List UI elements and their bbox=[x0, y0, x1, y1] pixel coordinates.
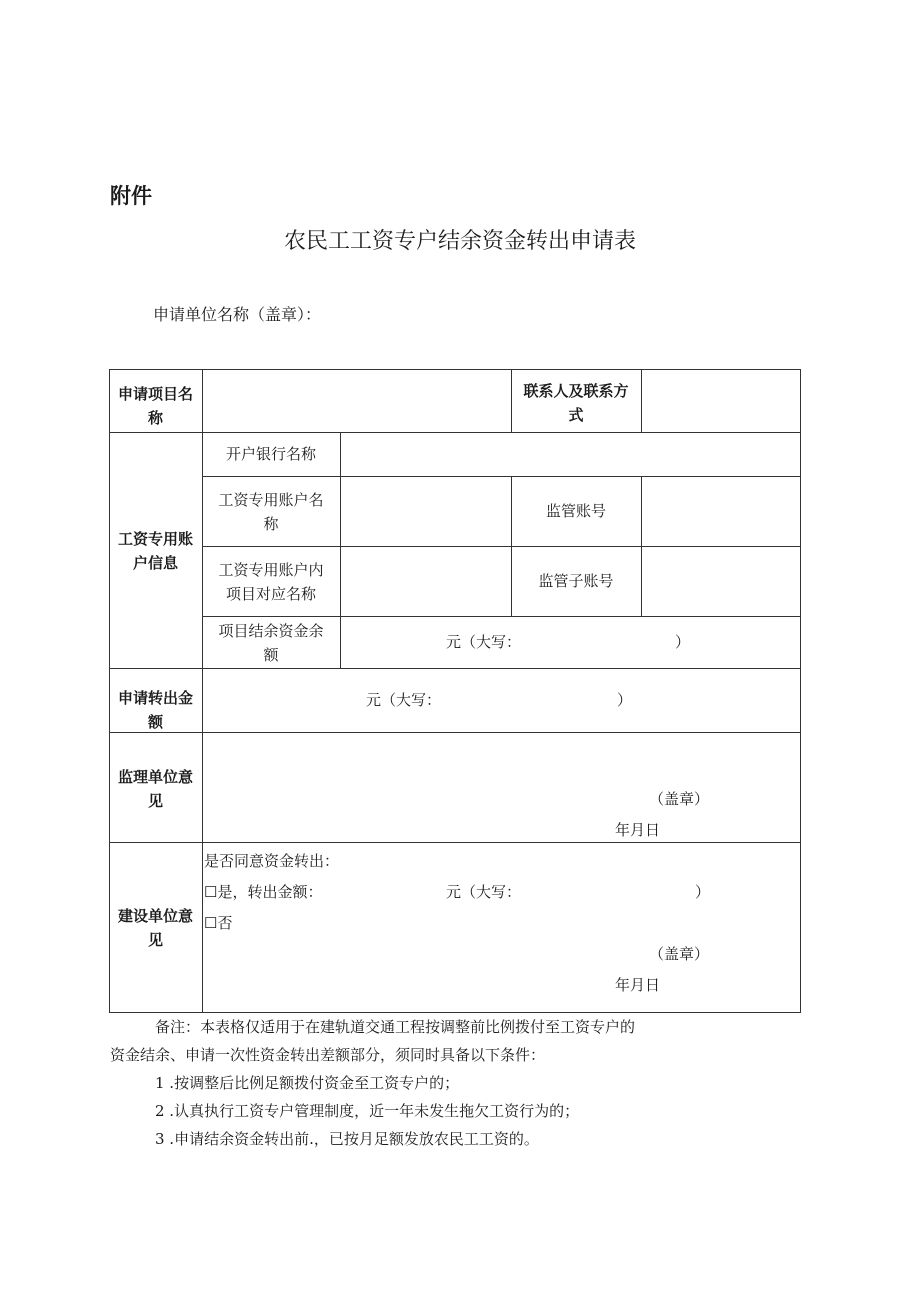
applicant-unit-label: 申请单位名称（盖章）： bbox=[153, 305, 322, 324]
balance-yuan-text: 元（大写： bbox=[446, 633, 522, 651]
column-divider bbox=[511, 476, 512, 616]
supervisor-opinion-label: 监理单位意 见 bbox=[117, 768, 193, 810]
remark-line: 3 .申请结余资金转出前.，已按月足额发放农民工工资的。 bbox=[110, 1130, 539, 1148]
balance-label: 项目结余资金余 额 bbox=[218, 622, 324, 664]
row-divider bbox=[202, 546, 801, 547]
row-divider bbox=[202, 616, 801, 617]
remark-line: 资金结余、申请一次性资金转出差额部分，须同时具备以下条件： bbox=[110, 1046, 546, 1064]
project-name-in-account-label: 工资专用账户内 项目对应名称 bbox=[218, 561, 324, 603]
transfer-close-paren: ） bbox=[617, 691, 633, 709]
table-border-right bbox=[800, 369, 801, 1013]
account-info-label: 工资专用账 户信息 bbox=[117, 530, 193, 572]
row-divider bbox=[109, 842, 801, 843]
remark-line: 备注：本表格仅适用于在建轨道交通工程按调整前比例拨付至工资专户的 bbox=[110, 1018, 636, 1036]
column-divider bbox=[641, 369, 642, 432]
account-name-label: 工资专用账户名 称 bbox=[218, 491, 324, 533]
column-divider bbox=[641, 476, 642, 616]
remarks-block bbox=[110, 1013, 810, 1153]
supervisor-seal: （盖章） bbox=[649, 790, 710, 808]
builder-seal: （盖章） bbox=[649, 945, 710, 963]
no-option-checkbox[interactable]: ☐否 bbox=[204, 914, 233, 932]
builder-date: 年月日 bbox=[615, 976, 661, 994]
form-title: 农民工工资专户结余资金转出申请表 bbox=[283, 229, 636, 254]
row-divider bbox=[109, 732, 801, 733]
transfer-amount-label: 申请转出金 额 bbox=[117, 689, 193, 731]
contact-label: 联系人及联系方 式 bbox=[523, 382, 629, 424]
supervision-subaccount-label: 监管子账号 bbox=[538, 572, 614, 590]
balance-close-paren: ） bbox=[675, 633, 691, 651]
column-divider bbox=[340, 432, 341, 668]
agree-question: 是否同意资金转出： bbox=[204, 852, 340, 870]
supervision-account-label: 监管账号 bbox=[545, 502, 606, 520]
remark-line: 1 .按调整后比例足额拨付资金至工资专户的； bbox=[110, 1074, 460, 1092]
application-form-table bbox=[109, 369, 801, 1013]
row-divider bbox=[109, 668, 801, 669]
builder-opinion-label: 建设单位意 见 bbox=[117, 907, 193, 949]
yes-close-paren: ） bbox=[695, 883, 711, 901]
bank-name-label: 开户银行名称 bbox=[225, 445, 316, 463]
yes-yuan-text: 元（大写： bbox=[446, 883, 522, 901]
table-border-top bbox=[109, 369, 801, 370]
row-divider bbox=[202, 476, 801, 477]
remark-line: 2 .认真执行工资专户管理制度，近一年未发生拖欠工资行为的； bbox=[110, 1102, 580, 1120]
supervisor-date: 年月日 bbox=[615, 821, 661, 839]
transfer-yuan-text: 元（大写： bbox=[366, 691, 442, 709]
yes-option-checkbox[interactable]: ☐是，转出金额： bbox=[204, 883, 323, 901]
project-name-label: 申请项目名 称 bbox=[117, 385, 193, 427]
attachment-label: 附件 bbox=[110, 184, 152, 208]
row-divider bbox=[109, 432, 801, 433]
